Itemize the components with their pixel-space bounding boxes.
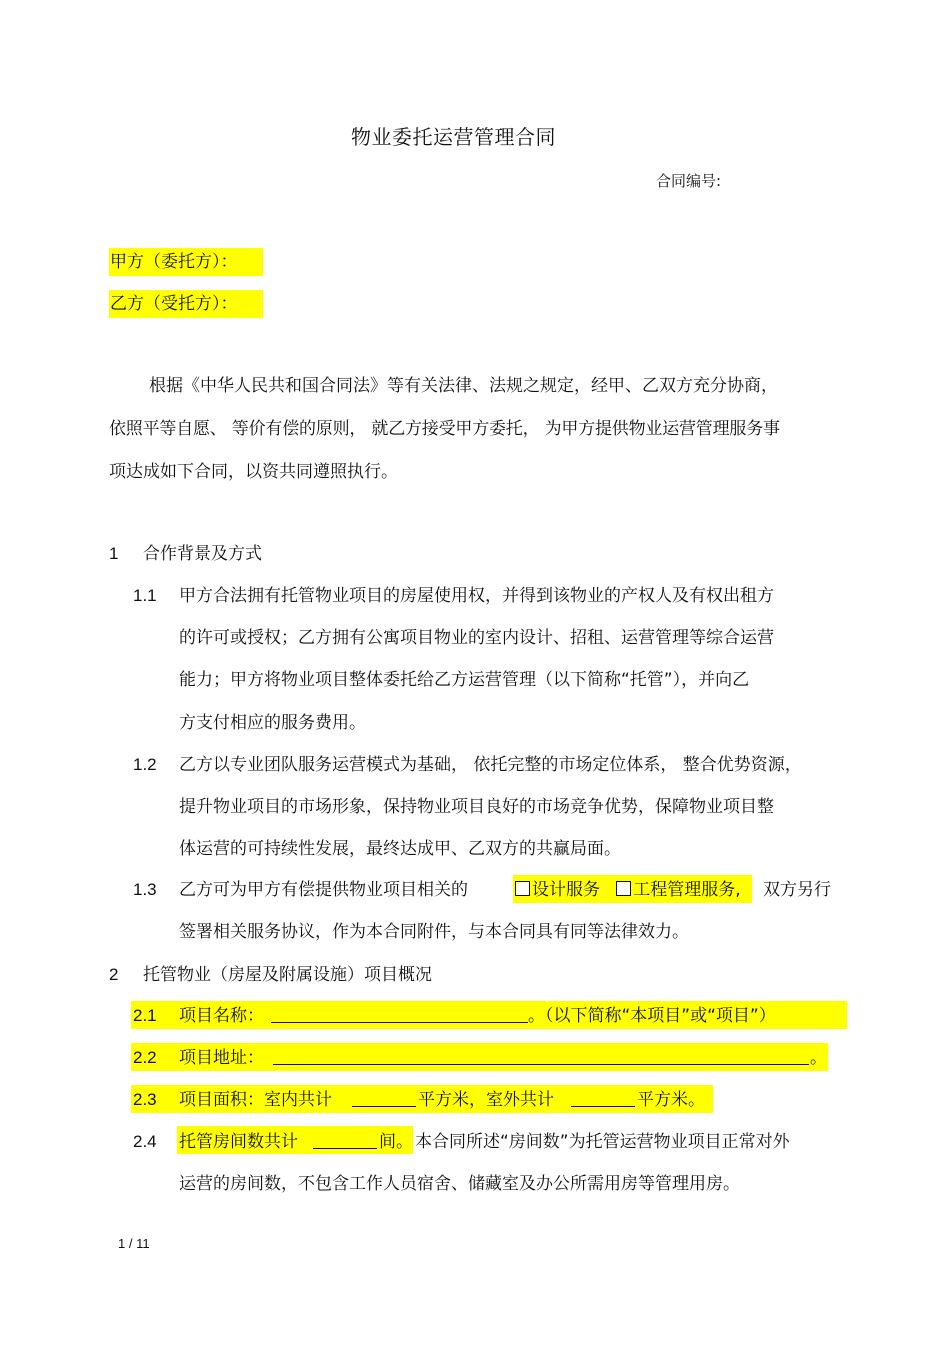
section-1-title: 合作背景及方式	[143, 544, 262, 564]
section-2-number: 2	[109, 965, 119, 984]
intro-line-2: 依照平等自愿、 等价有偿的原则， 就乙方接受甲方委托， 为甲方提供物业运营管理服务事	[109, 419, 780, 439]
document-title: 物业委托运营管理合同	[351, 125, 556, 149]
indoor-area-blank[interactable]	[352, 1090, 416, 1107]
party-a-label: 甲方（委托方）：	[109, 248, 263, 276]
engineering-service-label: 工程管理服务,	[633, 880, 741, 900]
clause-2-4-text-b: 间。	[379, 1132, 413, 1152]
section-2-title: 托管物业（房屋及附属设施）项目概况	[143, 965, 432, 985]
project-address-blank[interactable]	[273, 1048, 809, 1065]
design-service-checkbox[interactable]	[515, 881, 530, 896]
clause-1-3-number: 1.3	[133, 880, 157, 899]
intro-line-3: 项达成如下合同，以资共同遵照执行。	[109, 462, 398, 482]
clause-2-1-label: 项目名称：	[179, 1006, 264, 1026]
clause-1-2-line-1: 乙方以专业团队服务运营模式为基础， 依托完整的市场定位体系， 整合优势资源，	[179, 755, 802, 775]
clause-1-3-line-2: 签署相关服务协议，作为本合同附件，与本合同具有同等法律效力。	[179, 922, 689, 942]
project-name-blank[interactable]	[271, 1006, 528, 1023]
page-indicator: 1 / 11	[118, 1236, 150, 1251]
clause-1-1-line-1: 甲方合法拥有托管物业项目的房屋使用权，并得到该物业的产权人及有权出租方	[179, 586, 774, 606]
clause-1-2-line-2: 提升物业项目的市场形象，保持物业项目良好的市场竞争优势，保障物业项目整	[179, 797, 774, 817]
intro-line-1: 根据《中华人民共和国合同法》等有关法律、法规之规定，经甲、乙双方充分协商，	[149, 376, 778, 396]
outdoor-area-blank[interactable]	[571, 1090, 635, 1107]
engineering-service-checkbox[interactable]	[616, 881, 631, 896]
clause-2-4-line-2: 运营的房间数，不包含工作人员宿舍、储藏室及办公所需用房等管理用房。	[179, 1174, 740, 1194]
clause-2-4-text-a: 托管房间数共计	[179, 1132, 298, 1152]
clause-2-2-tail: 。	[810, 1048, 827, 1068]
contract-number-label: 合同编号:	[656, 172, 722, 190]
clause-2-4-rest: 本合同所述“房间数”为托管运营物业项目正常对外	[415, 1132, 790, 1152]
clause-2-3-number: 2.3	[133, 1090, 157, 1109]
clause-1-1-number: 1.1	[133, 586, 157, 605]
clause-1-1-line-3: 能力；甲方将物业项目整体委托给乙方运营管理（以下简称“托管”），并向乙	[179, 670, 750, 690]
clause-2-2-number: 2.2	[133, 1048, 157, 1067]
clause-1-3-service-options	[513, 875, 752, 903]
clause-1-1-line-2: 的许可或授权；乙方拥有公寓项目物业的室内设计、招租、运营管理等综合运营	[179, 628, 774, 648]
design-service-label: 设计服务	[532, 880, 600, 900]
clause-1-2-line-3: 体运营的可持续性发展，最终达成甲、乙双方的共赢局面。	[179, 839, 621, 859]
clause-1-1-line-4: 方支付相应的服务费用。	[179, 713, 366, 733]
clause-2-1-tail: 。（以下简称“本项目”或“项目”）	[528, 1006, 776, 1026]
clause-2-1-number: 2.1	[133, 1006, 157, 1025]
clause-2-3-text-b: 平方米，室外共计	[418, 1090, 554, 1110]
party-b-label: 乙方（受托方）：	[109, 290, 263, 318]
clause-1-3-text-a: 乙方可为甲方有偿提供物业项目相关的	[179, 880, 468, 900]
clause-2-3-text-a: 项目面积：室内共计	[179, 1090, 332, 1110]
clause-2-3-text-c: 平方米。	[637, 1090, 705, 1110]
clause-2-2-label: 项目地址：	[179, 1048, 264, 1068]
room-count-blank[interactable]	[313, 1132, 377, 1149]
clause-1-3-text-b: 双方另行	[763, 880, 831, 900]
clause-2-4-number: 2.4	[133, 1132, 157, 1151]
section-1-number: 1	[109, 544, 119, 563]
clause-1-2-number: 1.2	[133, 755, 157, 774]
